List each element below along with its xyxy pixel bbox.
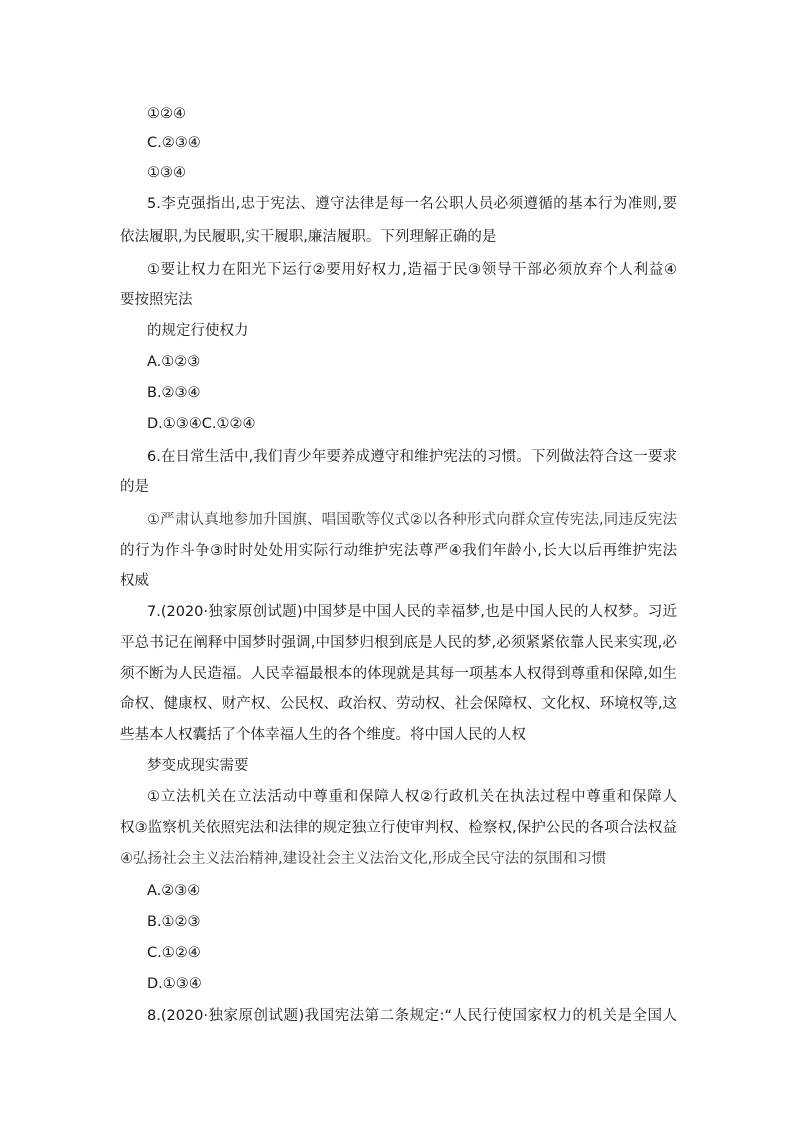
q5-stem-line-1: 5.李克强指出,忠于宪法、遵守法律是每一名公职人员必须遵循的基本行为准则,要 — [147, 196, 677, 212]
q5-items-line-3: 的规定行使权力 — [147, 323, 249, 339]
q6-stem-line-2: 的是 — [120, 479, 149, 495]
q6-items-line-1: ①严肃认真地参加升国旗、唱国歌等仪式②以各种形式向群众宣传宪法,同违反宪法 — [147, 512, 677, 528]
q8-stem-line-1: 8.(2020·独家原创试题)我国宪法第二条规定:“人民行使国家权力的机关是全国人 — [147, 1008, 677, 1024]
q7-option-d: D.①③④ — [147, 976, 202, 992]
q7-items-line-1: ①立法机关在立法活动中尊重和保障人权②行政机关在执法过程中尊重和保障人 — [147, 789, 677, 805]
q7-items-line-2: 权③监察机关依照宪法和法律的规定独立行使审判权、检察权,保护公民的各项合法权益 — [120, 820, 677, 836]
q4-option-c: C.②③④ — [147, 135, 201, 151]
q5-option-a: A.①②③ — [147, 354, 201, 370]
q5-items-line-1: ①要让权力在阳光下运行②要用好权力,造福于民③领导干部必须放弃个人利益④ — [147, 262, 677, 278]
q7-option-c: C.①②④ — [147, 945, 201, 961]
q7-stem-line-5: 些基本人权囊括了个体幸福人生的各个维度。将中国人民的人权 — [120, 727, 526, 743]
q5-stem-line-2: 依法履职,为民履职,实干履职,廉洁履职。下列理解正确的是 — [120, 229, 497, 245]
q5-option-b: B.②③④ — [147, 385, 201, 401]
q7-stem-line-6: 梦变成现实需要 — [147, 758, 249, 774]
q7-stem-line-2: 平总书记在阐释中国梦时强调,中国梦归根到底是人民的梦,必须紧紧依靠人民来实现,必 — [120, 635, 677, 651]
q4-option-a: ①②④ — [147, 106, 186, 122]
q7-option-b: B.①②③ — [147, 914, 201, 930]
q7-option-a: A.②③④ — [147, 883, 201, 899]
q7-stem-line-4: 命权、健康权、财产权、公民权、政治权、劳动权、社会保障权、文化权、环境权等,这 — [120, 696, 677, 712]
q5-option-d-c: D.①③④C.①②④ — [147, 416, 256, 432]
q6-stem-line-1: 6.在日常生活中,我们青少年要养成遵守和维护宪法的习惯。下列做法符合这一要求 — [147, 449, 677, 465]
q7-stem-line-1: 7.(2020·独家原创试题)中国梦是中国人民的幸福梦,也是中国人民的人权梦。习近 — [147, 604, 677, 620]
q7-stem-line-3: 须不断为人民造福。人民幸福最根本的体现就是其每一项基本人权得到尊重和保障,如生 — [120, 666, 677, 682]
q7-items-line-3: ④弘扬社会主义法治精神,建设社会主义法治文化,形成全民守法的氛围和习惯 — [120, 851, 607, 867]
q6-items-line-2: 的行为作斗争③时时处处用实际行动维护宪法尊严④我们年龄小,长大以后再维护宪法 — [120, 543, 677, 559]
q4-option-d: ①③④ — [147, 165, 186, 181]
q5-items-line-2: 要按照宪法 — [120, 292, 193, 308]
q6-items-line-3: 权威 — [120, 573, 149, 589]
